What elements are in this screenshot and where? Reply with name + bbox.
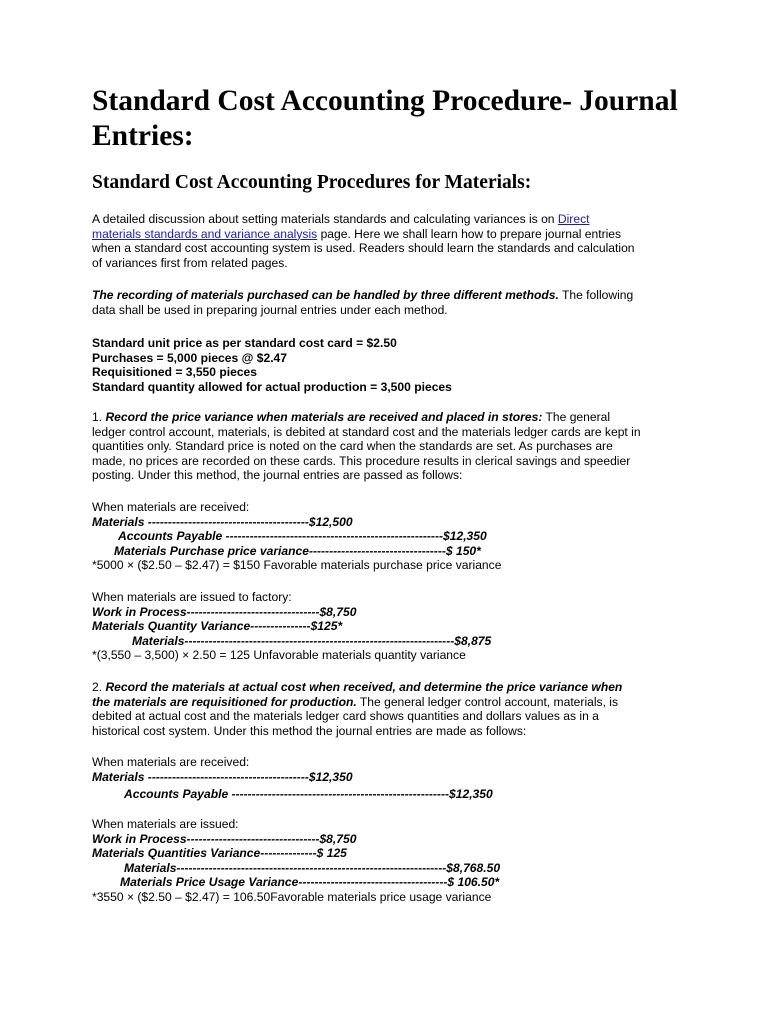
data-line: Standard unit price as per standard cost card = $2.50 xyxy=(92,336,397,350)
entry-note: *5000 × ($2.50 – $2.47) = $150 Favorable materials purchase price variance xyxy=(92,558,502,573)
method2-heading: Record the materials at actual cost when received, and determine the price variance when xyxy=(105,680,623,694)
m2-received-entry xyxy=(92,755,692,802)
method2-text: debited at actual cost and the materials ledger card shows quantities and dollars values as in a xyxy=(92,709,599,724)
direct-materials-link[interactable]: Direct xyxy=(557,212,590,226)
m1-received-entry xyxy=(92,500,692,573)
method1-text: made, no prices are recorded on these cards. This procedure results in clerical savings and speedier xyxy=(92,453,631,468)
page-title: Standard Cost Accounting Procedure- Journal Entries: xyxy=(92,85,678,152)
journal-row: Materials Price Usage Variance-------------------------------------$ 106.50* xyxy=(120,875,500,890)
methods-text: The following xyxy=(558,288,634,302)
intro-paragraph xyxy=(92,212,692,270)
methods-text: data shall be used in preparing journal entries under each method. xyxy=(92,302,448,317)
entry-label: When materials are received: xyxy=(92,755,250,769)
entry-note: *3550 × ($2.50 – $2.47) = 106.50Favorable materials price usage variance xyxy=(92,889,492,904)
journal-row: Materials ----------------------------------------$12,350 xyxy=(92,769,353,784)
journal-row: Accounts Payable ------------------------------------------------------$12,350 xyxy=(118,529,487,544)
m2-issued-entry xyxy=(92,817,692,905)
method1-text: posting. Under this method, the journal entries are passed as follows: xyxy=(92,468,463,483)
entry-note: *(3,550 – 3,500) × 2.50 = 125 Unfavorable materials quantity variance xyxy=(92,648,466,663)
journal-row: Materials Quantity Variance---------------$125* xyxy=(92,619,343,634)
method1-number: 1. xyxy=(92,410,106,424)
intro-text: page. Here we shall learn how to prepare journal entries xyxy=(317,226,622,241)
m1-issued-entry xyxy=(92,590,692,663)
journal-row: Materials ----------------------------------------$12,500 xyxy=(92,514,353,529)
entry-label: When materials are issued to factory: xyxy=(92,590,292,604)
methods-paragraph xyxy=(92,288,692,317)
entry-label: When materials are received: xyxy=(92,500,250,514)
method1-text: ledger control account, materials, is debited at standard cost and the materials ledger cards are kept in xyxy=(92,424,641,439)
method1-paragraph xyxy=(92,410,692,483)
data-line: Standard quantity allowed for actual production = 3,500 pieces xyxy=(92,379,452,394)
intro-text: of variances first from related pages. xyxy=(92,255,288,270)
variance-analysis-link[interactable]: materials standards and variance analysis xyxy=(92,226,318,241)
entry-label: When materials are issued: xyxy=(92,817,239,831)
data-line: Requisitioned = 3,550 pieces xyxy=(92,365,258,380)
journal-row: Materials-------------------------------------------------------------------$8,768.50 xyxy=(124,860,501,875)
method2-text: historical cost system. Under this method the journal entries are made as follows: xyxy=(92,723,527,738)
method1-heading: Record the price variance when materials are received and placed in stores: xyxy=(105,410,543,424)
journal-row: Work in Process---------------------------------$8,750 xyxy=(92,831,357,846)
intro-text: A detailed discussion about setting materials standards and calculating variances is on xyxy=(92,212,558,226)
methods-emphasis: The recording of materials purchased can be handled by three different methods. xyxy=(92,288,559,302)
method1-text: quantities only. Standard price is noted on the card when the standards are set. As purchases are xyxy=(92,439,613,454)
data-list xyxy=(92,336,692,394)
journal-row: Materials Purchase price variance----------------------------------$ 150* xyxy=(114,543,481,558)
method2-number: 2. xyxy=(92,680,106,694)
journal-row: Work in Process---------------------------------$8,750 xyxy=(92,604,357,619)
journal-row: Materials-------------------------------------------------------------------$8,875 xyxy=(132,633,492,648)
method2-heading: the materials are requisitioned for production. xyxy=(92,694,357,709)
method2-paragraph xyxy=(92,680,692,738)
journal-row: Accounts Payable ------------------------------------------------------$12,350 xyxy=(124,787,493,802)
data-line: Purchases = 5,000 pieces @ $2.47 xyxy=(92,350,288,365)
journal-row: Materials Quantities Variance--------------$ 125 xyxy=(92,846,347,861)
method2-text: The general ledger control account, materials, is xyxy=(356,694,619,709)
method1-text: The general xyxy=(542,410,611,424)
section-title: Standard Cost Accounting Procedures for Materials: xyxy=(92,172,532,193)
intro-text: when a standard cost accounting system is used. Readers should learn the standards and calculation xyxy=(92,241,635,256)
